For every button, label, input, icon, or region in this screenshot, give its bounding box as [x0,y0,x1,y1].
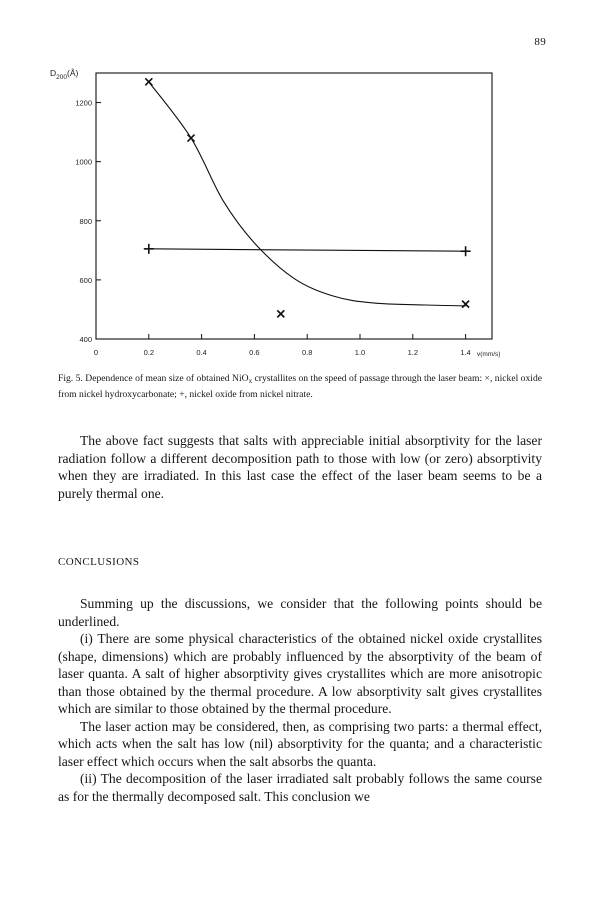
paragraph-1: The above fact suggests that salts with appreciable initial absorptivity for the laser radiation follow a different decomposition path to those with low (or zero) absorptivity when they are irradiated. In this last case the effect of the laser beam seems to be a purely thermal one. [58,433,542,501]
plot-area-border [96,73,492,339]
cross-marker [188,135,195,142]
caption-text-2: crystallites on the speed of passage through the laser beam: ×, nickel oxide from nickel hydroxycarbonate; +, nickel oxide from nickel nitrate. [58,373,542,401]
y-tick-label: 600 [79,275,92,285]
x-tick-label: 0 [93,348,99,357]
y-axis-label-main: D [50,68,57,78]
x-tick-label: 0.4 [196,348,207,357]
x-tick-label: 0.2 [143,348,155,357]
paragraph-2: Summing up the discussions, we consider that the following points should be underlined. [58,596,542,629]
x-tick-label: 1.4 [460,348,471,357]
cross-marker [277,310,284,317]
x-tick-label: 0.6 [249,348,260,357]
y-axis-label-unit: (Å) [67,68,79,78]
paragraph-5: (ii) The decomposition of the laser irradiated salt probably follows the same course as for the thermally decomposed salt. This conclusion we [58,771,542,804]
plus-marker [144,244,154,254]
axis-ticks [96,103,466,339]
cross-marker [145,78,152,85]
figure-label: Fig. 5. [58,373,83,384]
paragraph-3: (i) There are some physical characteristics of the obtained nickel oxide crystallites (shape, dimensions) which are probably influenced by the absorptivity of the beam of laser quanta. A salt of higher absorptivity gives crystallites which are more anisotropic than those obtained by the thermal procedure. A low absorptivity salt gives crystallites which are similar to those obtained by the thermal procedure. [58,631,542,716]
y-tick-label: 800 [79,216,92,226]
x-axis-label: v(mm/s) [477,351,501,358]
y-tick-labels [75,99,92,344]
page-number: 89 [534,36,546,48]
x-tick-label: 1.0 [354,348,366,357]
caption-text-1: Dependence of mean size of obtained NiO [82,373,249,384]
x-tick-labels [94,348,471,357]
plot-frame [96,73,492,339]
y-axis-label [50,68,79,81]
x-tick-label: 1.2 [407,348,419,357]
y-tick-label: 1000 [75,157,92,167]
figure-caption [58,372,542,401]
plus-marker [461,246,471,256]
series-line-2 [149,249,466,251]
cross-marker [462,301,469,308]
y-tick-label: 1200 [75,98,92,108]
paragraph-4: The laser action may be considered, then, as comprising two parts: a thermal effect, which acts when the salt has low (nil) absorptivity for the quanta; and a characteristic laser effect which occurs when the salt absorbs the quanta. [58,718,542,769]
series-line-1 [149,82,466,306]
y-tick-label: 400 [79,335,92,344]
series-layer [144,78,471,317]
figure-5-chart [40,60,510,366]
section-heading: CONCLUSIONS [58,556,140,568]
caption-subscript: x [248,377,253,385]
y-axis-label-sub: 200 [56,74,67,81]
x-tick-label: 0.8 [301,348,313,357]
